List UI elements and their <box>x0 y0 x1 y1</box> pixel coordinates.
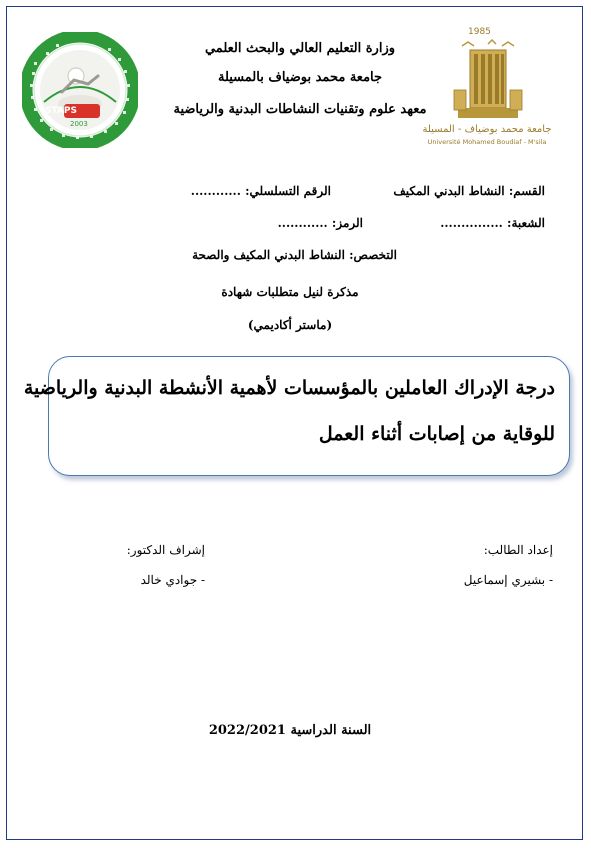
university-year-text: 1985 <box>468 27 491 37</box>
ministry-name: وزارة التعليم العالي والبحث العلمي <box>204 41 396 56</box>
university-name-fr: Université Mohamed Boudiaf - M'sila <box>427 138 547 146</box>
branch-field: الشعبة: ............... <box>440 216 545 230</box>
serial-number-field: الرقم التسلسلي: ............ <box>190 184 331 198</box>
university-name: جامعة محمد بوضياف بالمسيلة <box>217 70 383 85</box>
university-tower-logo-icon <box>448 38 528 120</box>
university-name-ar: جامعة محمد بوضياف - المسيلة <box>422 124 552 135</box>
student-name: - بشيري إسماعيل <box>463 573 553 587</box>
student-label: إعداد الطالب: <box>483 543 553 557</box>
department-field: القسم: النشاط البدني المكيف <box>393 184 545 198</box>
thesis-title-line-1: درجة الإدراك العاملين بالمؤسسات لأهمية الأنشطة البدنية والرياضية <box>23 377 555 399</box>
staps-badge-text: STAPS <box>45 106 77 116</box>
academic-year: السنة الدراسية 2022/2021 <box>208 723 372 738</box>
code-field: الرمز: ............ <box>277 216 363 230</box>
specialty-field: التخصص: النشاط البدني المكيف والصحة <box>192 248 397 262</box>
staps-institute-logo-icon <box>22 32 138 148</box>
thesis-title-line-2: للوقاية من إصابات أثناء العمل <box>318 423 555 445</box>
supervisor-label: إشراف الدكتور: <box>126 543 205 557</box>
thesis-title-box <box>23 356 570 476</box>
supervisor-name: - جوادي خالد <box>140 573 205 587</box>
staps-year-text: 2003 <box>70 120 88 128</box>
degree-text: (ماستر أكاديمي) <box>247 318 333 332</box>
institute-name: معهد علوم وتقنيات النشاطات البدنية والرياضية <box>173 102 427 117</box>
memo-text: مذكرة لنيل متطلبات شهادة <box>221 285 359 299</box>
